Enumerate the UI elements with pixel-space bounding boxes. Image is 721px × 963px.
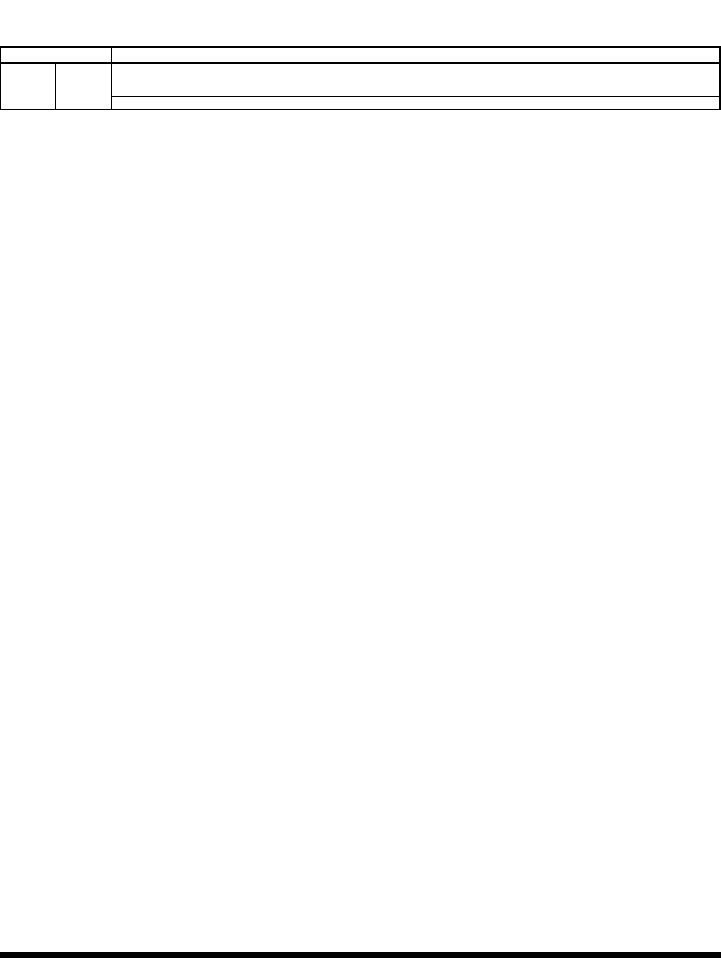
page-bottom-rule [0,952,721,958]
rule-allowance-boxes-bottom [112,96,721,98]
rule-header-top [0,46,721,48]
allowance-number-headers [112,62,721,95]
withholding-table-body [0,111,721,114]
rule-header-left [0,46,1,110]
rule-wage-divider-header [55,62,56,110]
rule-header-bottom [0,109,721,111]
